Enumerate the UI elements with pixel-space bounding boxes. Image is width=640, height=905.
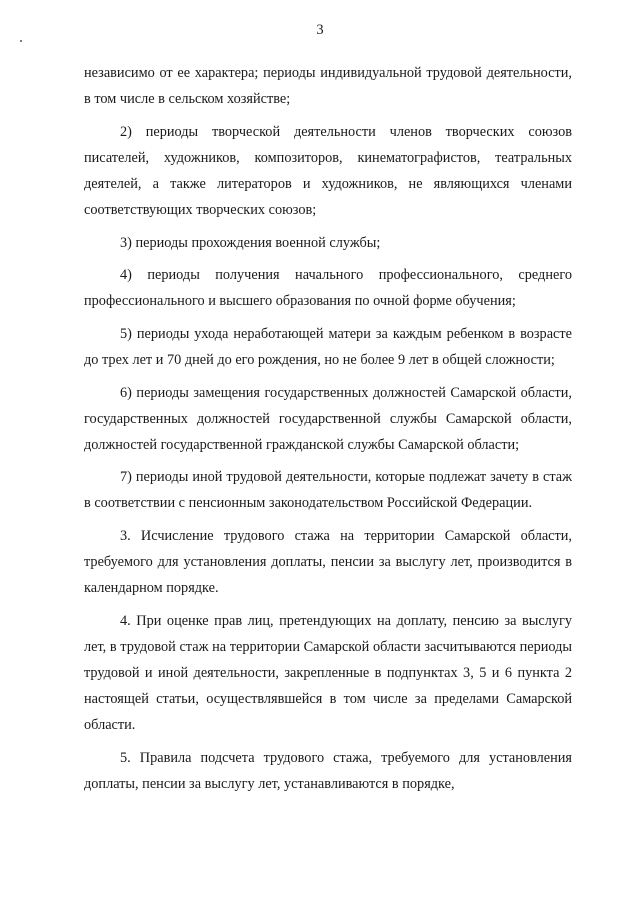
paragraph-item-5: 5) периоды ухода неработающей матери за каждым ребенком в возрасте до трех лет и 70 дней до его рождения, но не более 9 лет в общей сложности; [84,325,572,368]
paragraph-item-7: 7) периоды иной трудовой деятельности, которые подлежат зачету в стаж в соответствии с пенсионным законодательством Российской Федерации. [84,469,572,512]
paragraph-item-2: 2) периоды творческой деятельности членов творческих союзов писателей, художников, композиторов, кинематографистов, театральных деятелей, а также литераторов и художников, не являющихся членами соответствующих творческих союзов; [84,123,572,218]
paragraph-continuation: независимо от ее характера; периоды индивидуальной трудовой деятельности, в том числе в сельском хозяйстве; [84,65,572,108]
paragraph-item-4: 4) периоды получения начального профессионального, среднего профессионального и высшего образования по очной форме обучения; [84,267,572,310]
scan-speck [20,40,22,42]
document-body [84,60,572,803]
paragraph-section-5: 5. Правила подсчета трудового стажа, требуемого для установления доплаты, пенсии за выслугу лет, устанавливаются в порядке, [84,749,572,792]
page-number: 3 [316,22,324,38]
paragraph-section-3: 3. Исчисление трудового стажа на территории Самарской области, требуемого для установления доплаты, пенсии за выслугу лет, производится в календарном порядке. [84,528,572,597]
paragraph-section-4: 4. При оценке прав лиц, претендующих на доплату, пенсию за выслугу лет, в трудовой стаж на территории Самарской области засчитываются периоды трудовой и иной деятельности, закрепленные в подпунктах 3, 5 и 6 пункта 2 настоящей статьи, осуществлявшейся в том числе за пределами Самарской области. [84,612,572,734]
paragraph-item-6: 6) периоды замещения государственных должностей Самарской области, государственных должностей государственной службы Самарской области, должностей государственной гражданской службы Самарской области; [84,384,572,453]
paragraph-item-3: 3) периоды прохождения военной службы; [120,234,381,251]
